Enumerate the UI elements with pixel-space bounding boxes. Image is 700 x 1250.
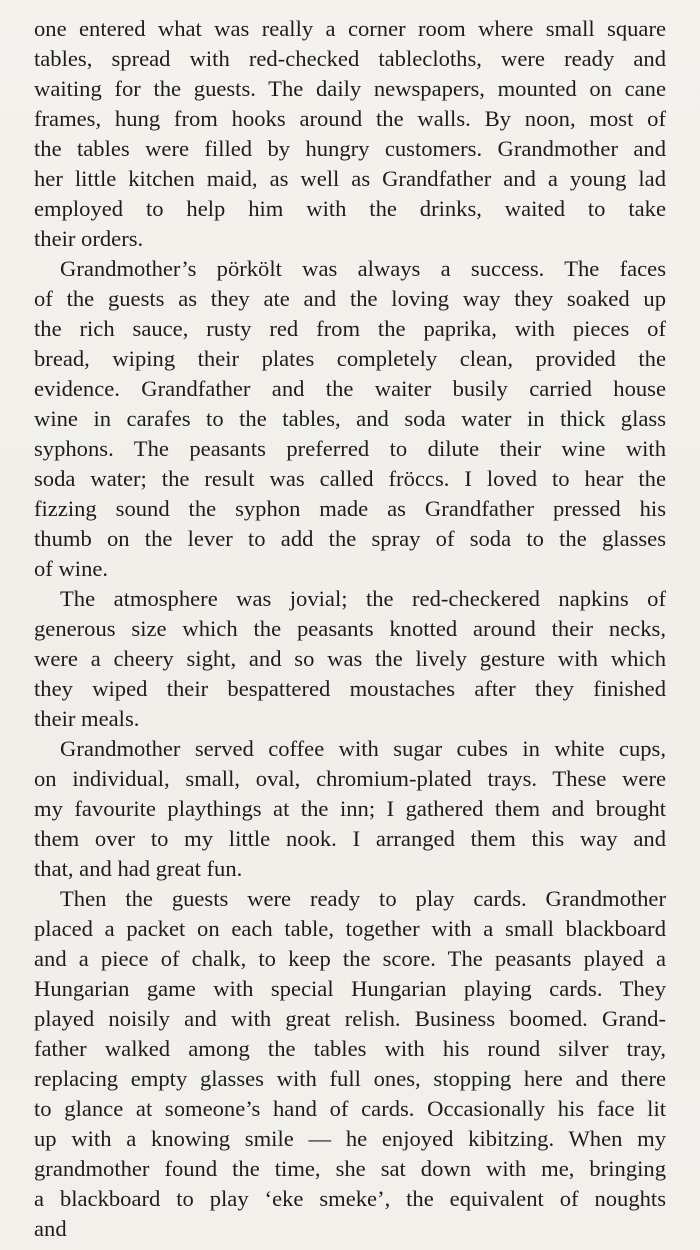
text-line: employed to help him with the drinks, waited to take [34,196,666,221]
text-line: father walked among the tables with his round silver tray, [34,1036,666,1061]
text-line: one entered what was really a corner room where small square [34,16,666,41]
text-line: Then the guests were ready to play cards. Grandmother [60,886,666,911]
text-line: fizzing sound the syphon made as Grandfather pressed his [34,496,666,521]
paragraph-3 [34,584,666,734]
text-line: played noisily and with great relish. Business boomed. Grand- [34,1006,666,1031]
text-line: Grandmother served coffee with sugar cubes in white cups, [60,736,666,761]
paragraph-2 [34,254,666,584]
text-line: their meals. [34,706,140,731]
text-line: The atmosphere was jovial; the red-checkered napkins of [60,586,666,611]
text-line: to glance at someone’s hand of cards. Occasionally his face lit [34,1096,666,1121]
text-line: on individual, small, oval, chromium-plated trays. These were [34,766,666,791]
text-line: Hungarian game with special Hungarian playing cards. They [34,976,666,1001]
text-line: evidence. Grandfather and the waiter busily carried house [34,376,666,401]
text-line: bread, wiping their plates completely clean, provided the [34,346,666,371]
text-line: waiting for the guests. The daily newspapers, mounted on cane [34,76,666,101]
text-line: the rich sauce, rusty red from the paprika, with pieces of [34,316,666,341]
paragraph-5 [34,884,666,1244]
text-line: of the guests as they ate and the loving way they soaked up [34,286,666,311]
text-line: her little kitchen maid, as well as Grandfather and a young lad [34,166,666,191]
paragraph-1 [34,14,666,254]
text-line: and a piece of chalk, to keep the score. The peasants played a [34,946,666,971]
text-line: wine in carafes to the tables, and soda water in thick glass [34,406,666,431]
text-line: their orders. [34,226,144,251]
text-line: my favourite playthings at the inn; I gathered them and brought [34,796,666,821]
text-line: generous size which the peasants knotted around their necks, [34,616,666,641]
text-line: syphons. The peasants preferred to dilute their wine with [34,436,666,461]
text-line: the tables were filled by hungry customers. Grandmother and [34,136,666,161]
text-line: tables, spread with red-checked tablecloths, were ready and [34,46,666,71]
text-line: Grandmother’s pörkölt was always a success. The faces [60,256,666,281]
text-line: placed a packet on each table, together with a small blackboard [34,916,666,941]
text-line: replacing empty glasses with full ones, stopping here and there [34,1066,666,1091]
text-line: a blackboard to play ‘eke smeke’, the equivalent of noughts [34,1186,666,1211]
text-line: they wiped their bespattered moustaches after they finished [34,676,666,701]
paragraph-4 [34,734,666,884]
text-line-cut-off: and [34,1216,67,1241]
text-line: of wine. [34,556,109,581]
text-line: that, and had great fun. [34,856,243,881]
text-line: up with a knowing smile — he enjoyed kibitzing. When my [34,1126,666,1151]
text-line: frames, hung from hooks around the walls. By noon, most of [34,106,666,131]
text-line: them over to my little nook. I arranged them this way and [34,826,666,851]
text-line: were a cheery sight, and so was the lively gesture with which [34,646,666,671]
text-line: thumb on the lever to add the spray of soda to the glasses [34,526,666,551]
text-line: soda water; the result was called fröccs. I loved to hear the [34,466,666,491]
text-line: grandmother found the time, she sat down with me, bringing [34,1156,666,1181]
